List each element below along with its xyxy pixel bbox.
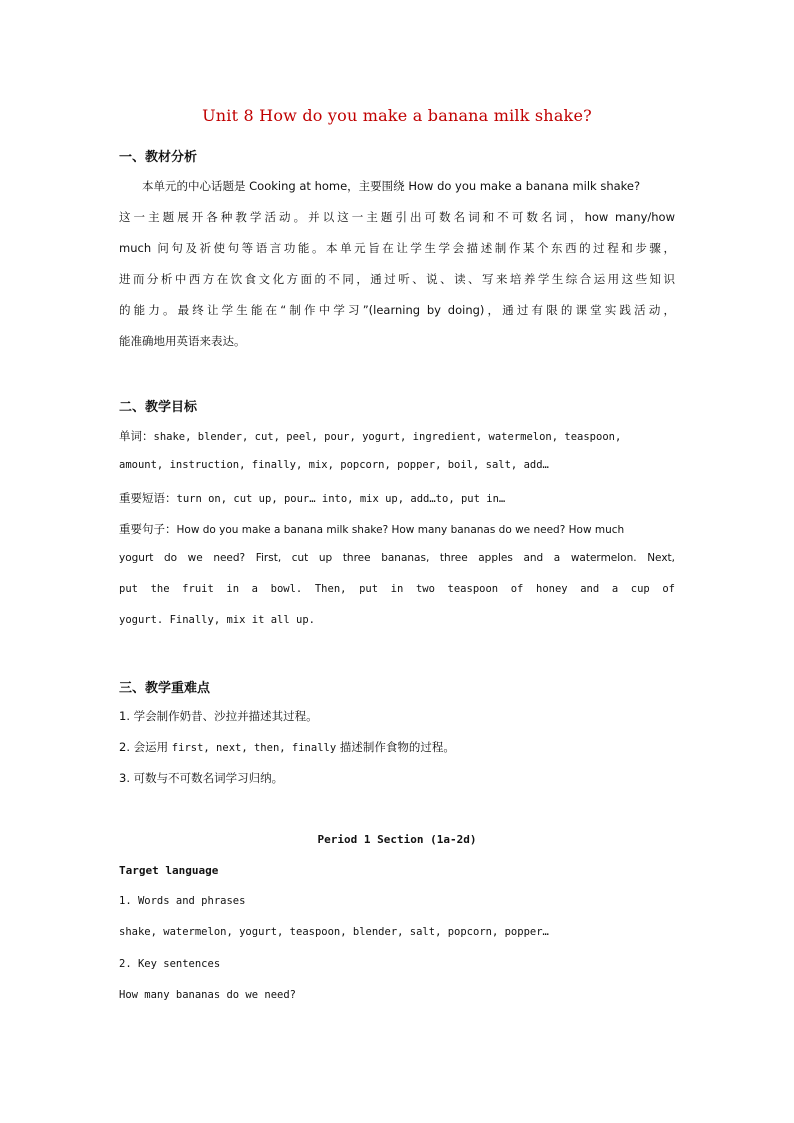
paragraph-line: much 问句及祈使句等语言功能。本单元旨在让学生学会描述制作某个东西的过程和步骤， [119, 241, 675, 255]
key-point-item [119, 739, 675, 755]
section-heading-analysis: 一、教材分析 [119, 150, 198, 165]
sentences-label: 重要句子： [119, 522, 177, 536]
paragraph-line: 本单元的中心话题是 Cooking at home，主要围绕 How do you make a banana milk shake? [119, 179, 641, 193]
sentences-line [119, 521, 675, 537]
sentences-text: How do you make a banana milk shake? How many bananas do we need? How much [176, 524, 625, 536]
key-sentences-label: 2. Key sentences [119, 958, 221, 970]
key-sentence: How many bananas do we need? [119, 989, 297, 1001]
paragraph-line: 能准确地用英语来表达。 [119, 334, 246, 348]
period-heading: Period 1 Section (1a-2d) [317, 833, 477, 846]
paragraph-line: 进而分析中西方在饮食文化方面的不同，通过听、说、读、写来培养学生综合运用这些知识 [119, 272, 675, 286]
sentences-text: yogurt. Finally, mix it all up. [119, 614, 315, 626]
section-heading-objectives: 二、教学目标 [119, 400, 198, 415]
target-language-label: Target language [119, 864, 219, 877]
paragraph-line: 的能力。最终让学生能在“制作中学习”(learning by doing)，通过有限的课堂实践活动， [119, 303, 675, 317]
words-phrases-label: 1. Words and phrases [119, 895, 246, 907]
words-list: shake, watermelon, yogurt, teaspoon, blender, salt, popcorn, popper… [119, 926, 549, 938]
vocabulary-words: shake, blender, cut, peel, pour, yogurt, ingredient, watermelon, teaspoon, [153, 431, 622, 443]
vocabulary-line [119, 428, 675, 444]
vocabulary-label: 单词： [119, 429, 154, 443]
key-point-item: 1. 学会制作奶昔、沙拉并描述其过程。 [119, 709, 318, 723]
paragraph-line: 这一主题展开各种教学活动。并以这一主题引出可数名词和不可数名词，how many/how [119, 210, 675, 224]
sentences-text: put the fruit in a bowl. Then, put in two teaspoon of honey and a cup of [119, 583, 675, 595]
key-point-words: first, next, then, finally [171, 742, 337, 754]
sentences-text: yogurt do we need? First, cut up three bananas, three apples and a watermelon. Next, [119, 552, 675, 564]
document-title: Unit 8 How do you make a banana milk shake? [202, 106, 592, 125]
key-point-suffix: 描述制作食物的过程。 [336, 740, 455, 754]
vocabulary-words: amount, instruction, finally, mix, popcorn, popper, boil, salt, add… [119, 459, 549, 471]
section-heading-key-points: 三、教学重难点 [119, 681, 211, 696]
key-point-item: 3. 可数与不可数名词学习归纳。 [119, 771, 284, 785]
phrases-text: turn on, cut up, pour… into, mix up, add…to, put in… [176, 493, 506, 505]
phrases-label: 重要短语： [119, 491, 177, 505]
key-point-prefix: 2. 会运用 [119, 740, 172, 754]
phrases-line [119, 490, 675, 506]
